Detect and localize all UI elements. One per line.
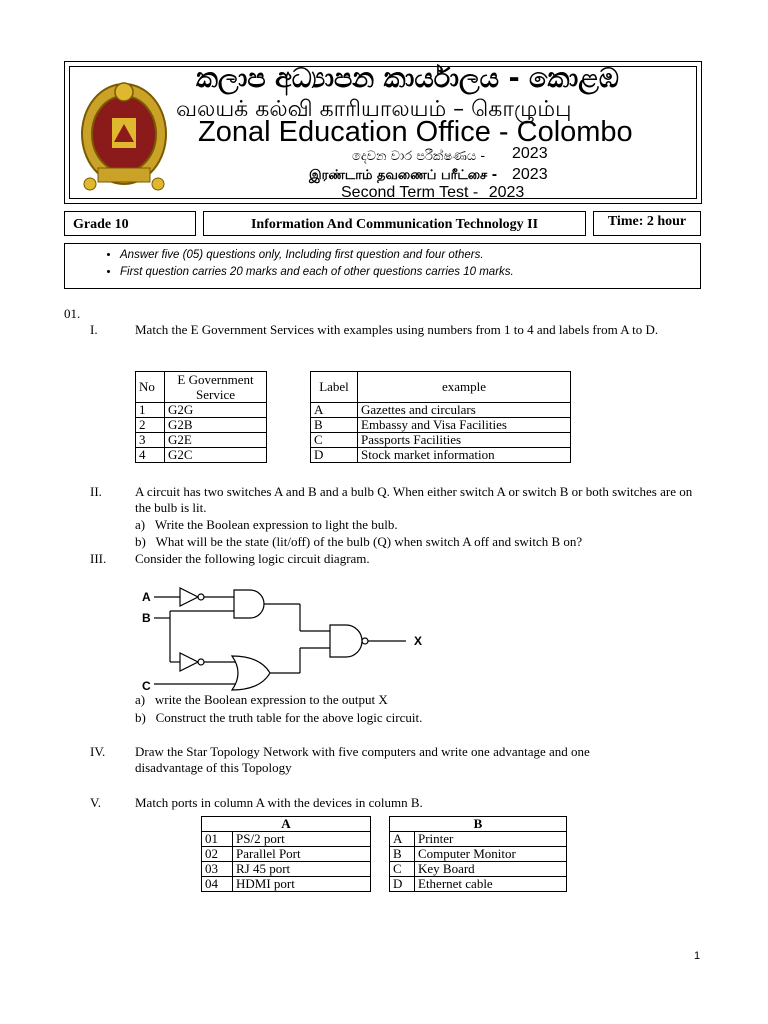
part-iv-text: Draw the Star Topology Network with five computers and write one advantage and one disadvantage of this Topology — [135, 744, 590, 775]
table-cell: 4 — [136, 448, 165, 463]
table-cell: Parallel Port — [233, 847, 371, 862]
table-cell: G2C — [165, 448, 267, 463]
table-cell: RJ 45 port — [233, 862, 371, 877]
output-x-label: X — [414, 634, 423, 648]
sri-lanka-emblem-icon — [76, 72, 172, 196]
test-year-tamil: 2023 — [512, 166, 548, 183]
egov-example-table — [310, 371, 571, 463]
table-cell: A — [390, 832, 415, 847]
table-cell: B — [390, 847, 415, 862]
part-iii-b: b) Construct the truth table for the above logic circuit. — [135, 710, 423, 725]
table-cell: G2E — [165, 433, 267, 448]
title-sinhala: කලාප අධ්‍යාපන කාර්යාලය - කොළඹ — [196, 63, 619, 94]
header-cell: B — [390, 817, 567, 832]
instructions-box — [64, 243, 701, 289]
table-cell: C — [390, 862, 415, 877]
table-cell: HDMI port — [233, 877, 371, 892]
table-cell: 01 — [202, 832, 233, 847]
table-cell: Computer Monitor — [415, 847, 567, 862]
table-cell: Key Board — [415, 862, 567, 877]
egov-service-table — [135, 371, 267, 463]
part-numeral: V. — [90, 795, 101, 810]
grade-cell: Grade 10 — [64, 211, 196, 236]
table-cell: Ethernet cable — [415, 877, 567, 892]
table-cell: A — [311, 403, 358, 418]
table-cell: D — [311, 448, 358, 463]
part-v-text: Match ports in column A with the devices in column B. — [135, 795, 423, 810]
test-english: Second Term Test - 2023 — [341, 184, 525, 201]
table-cell: 2 — [136, 418, 165, 433]
part-ii-b: b) What will be the state (lit/off) of the bulb (Q) when switch A off and switch B on? — [135, 534, 583, 549]
input-a-label: A — [142, 590, 151, 604]
time-cell: Time: 2 hour — [593, 211, 701, 236]
test-year-sinhala: 2023 — [512, 145, 548, 162]
test-sinhala: දෙවන වාර පරීක්ෂණය - — [352, 149, 486, 164]
header-cell: E Government Service — [165, 372, 267, 403]
part-numeral: IV. — [90, 744, 106, 759]
table-cell: 04 — [202, 877, 233, 892]
input-b-label: B — [142, 611, 151, 625]
table-cell: Gazettes and circulars — [358, 403, 571, 418]
header-cell: example — [358, 372, 571, 403]
instruction-item: • First question carries 20 marks and each of other questions carries 10 marks. — [120, 264, 700, 281]
test-tamil: இரண்டாம் தவணைப் பரீட்சை - — [309, 168, 498, 183]
table-cell: Embassy and Visa Facilities — [358, 418, 571, 433]
header-cell: A — [202, 817, 371, 832]
part-iii-a: a) write the Boolean expression to the output X — [135, 692, 388, 707]
page-number: 1 — [694, 950, 701, 962]
title-english: Zonal Education Office - Colombo — [198, 116, 633, 148]
table-cell: 02 — [202, 847, 233, 862]
table-cell: 3 — [136, 433, 165, 448]
subject-cell: Information And Communication Technology II — [203, 211, 586, 236]
part-iii-text: Consider the following logic circuit diagram. — [135, 551, 370, 566]
logic-circuit-diagram — [140, 580, 440, 696]
ports-table — [201, 816, 371, 892]
instruction-item: • Answer five (05) questions only, Including first question and four others. — [120, 247, 700, 264]
part-numeral: I. — [90, 322, 98, 337]
header-cell: Label — [311, 372, 358, 403]
input-c-label: C — [142, 679, 151, 693]
part-numeral: III. — [90, 551, 107, 566]
table-cell: Printer — [415, 832, 567, 847]
table-cell: Stock market information — [358, 448, 571, 463]
table-cell: B — [311, 418, 358, 433]
part-ii-text: A circuit has two switches A and B and a bulb Q. When either switch A or switch B or both switches are on the bulb is lit. — [135, 484, 693, 515]
table-cell: Passports Facilities — [358, 433, 571, 448]
table-cell: G2G — [165, 403, 267, 418]
table-cell: PS/2 port — [233, 832, 371, 847]
part-i-text: Match the E Government Services with examples using numbers from 1 to 4 and labels from A to D. — [135, 322, 659, 337]
header-cell: No — [136, 372, 165, 403]
question-number: 01. — [64, 306, 81, 321]
table-cell: 1 — [136, 403, 165, 418]
part-ii-a: a) Write the Boolean expression to light the bulb. — [135, 517, 398, 532]
part-numeral: II. — [90, 484, 102, 499]
table-cell: 03 — [202, 862, 233, 877]
title-tamil: வலயக் கல்வி காரியாலயம் – கொழும்பு — [176, 97, 572, 122]
devices-table — [389, 816, 567, 892]
table-cell: D — [390, 877, 415, 892]
table-cell: G2B — [165, 418, 267, 433]
table-cell: C — [311, 433, 358, 448]
